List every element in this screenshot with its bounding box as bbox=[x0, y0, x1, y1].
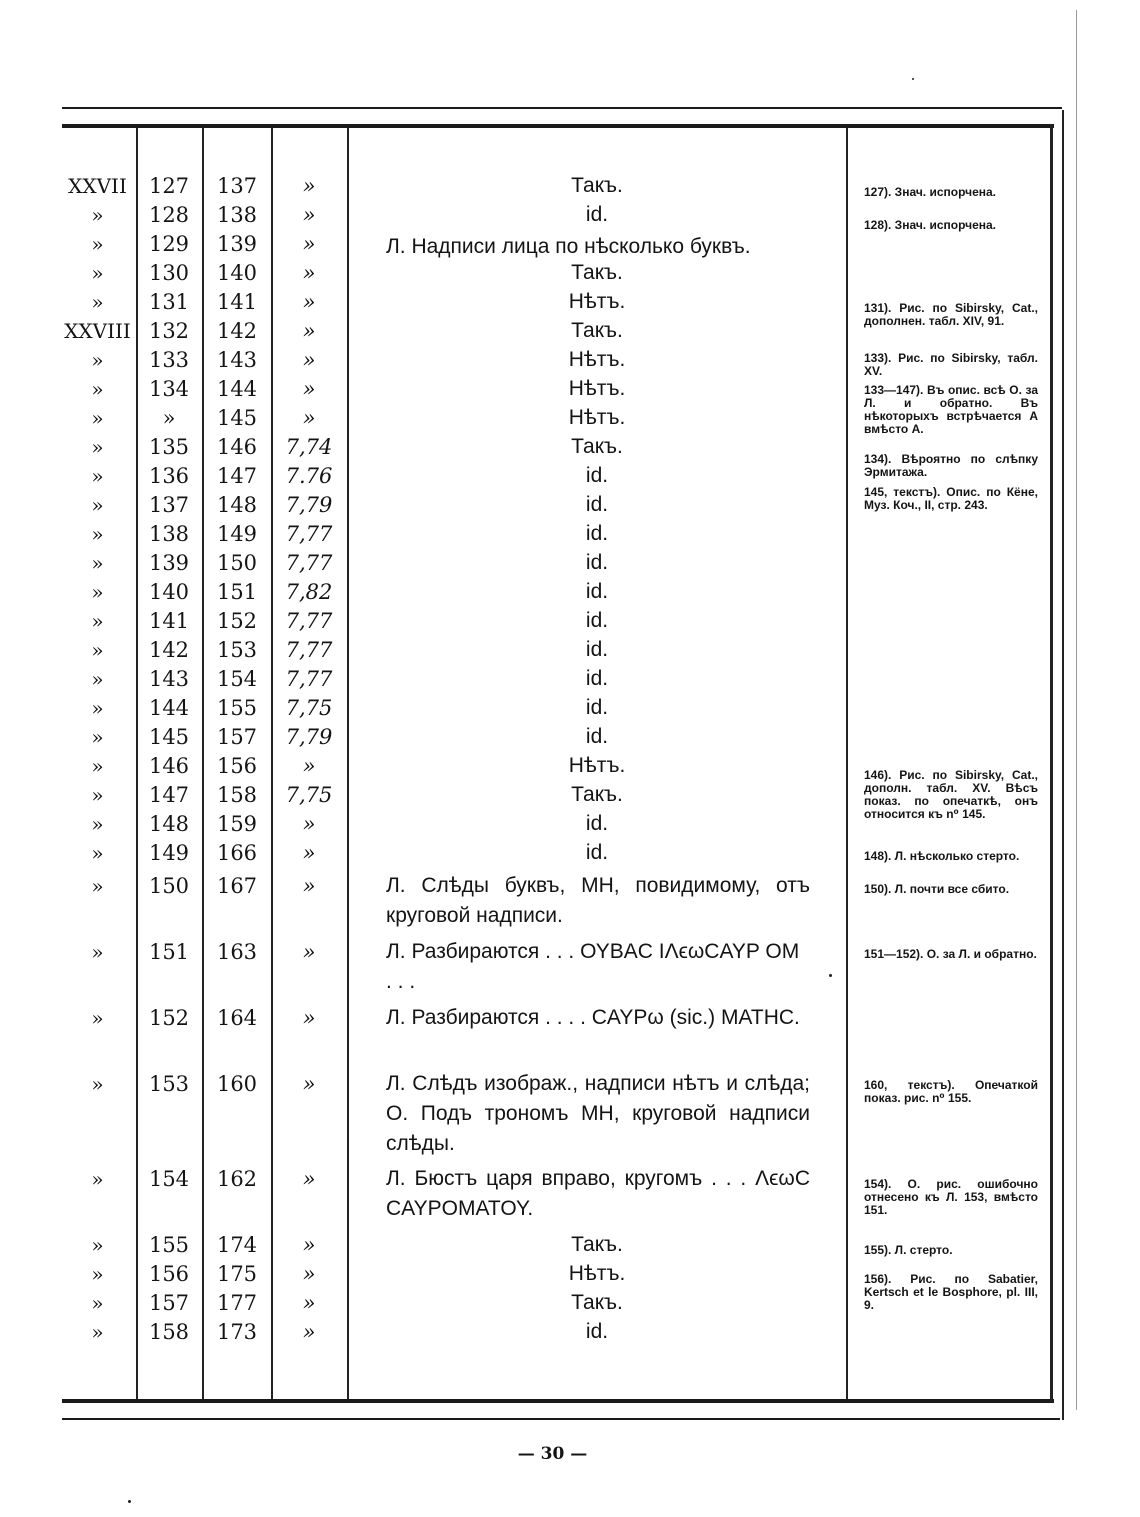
speck bbox=[829, 974, 832, 977]
description-cell: id. bbox=[585, 609, 609, 632]
note: 127). Знач. испорчена. bbox=[864, 185, 997, 199]
catalog-cell: 173 bbox=[216, 1320, 258, 1344]
description-cell: Такъ. bbox=[571, 1291, 623, 1314]
number-cell: 140 bbox=[148, 580, 190, 604]
number-cell: 142 bbox=[148, 638, 190, 662]
weight-cell: » bbox=[302, 290, 316, 314]
catalog-cell: 146 bbox=[216, 435, 258, 459]
group-cell: » bbox=[91, 261, 104, 285]
catalog-cell: 163 bbox=[216, 940, 258, 964]
number-cell: 127 bbox=[148, 174, 190, 198]
group-cell: » bbox=[91, 1291, 104, 1315]
catalog-cell: 141 bbox=[216, 290, 258, 314]
number-cell: 156 bbox=[148, 1262, 190, 1286]
description-cell: Нѣтъ. bbox=[568, 406, 626, 429]
catalog-cell: 154 bbox=[216, 667, 258, 691]
group-cell: » bbox=[91, 725, 104, 749]
note: 128). Знач. испорчена. bbox=[864, 218, 997, 232]
number-cell: 139 bbox=[148, 551, 190, 575]
weight-cell: » bbox=[302, 406, 316, 430]
number-cell: 147 bbox=[148, 783, 190, 807]
description-cell: Такъ. bbox=[571, 261, 623, 284]
catalog-cell: 139 bbox=[216, 232, 258, 256]
description-cell: Нѣтъ. bbox=[568, 290, 626, 313]
description-cell: id. bbox=[585, 551, 609, 574]
weight-cell: » bbox=[302, 348, 316, 372]
note: 154). О. рис. ошибочно отнесено къ Л. 153, вмѣсто 151. bbox=[864, 1177, 1038, 1217]
group-cell: » bbox=[91, 522, 104, 546]
weight-cell: » bbox=[302, 319, 316, 343]
number-cell: 141 bbox=[148, 609, 190, 633]
weight-cell: 7,77 bbox=[285, 638, 333, 662]
group-cell: » bbox=[91, 609, 104, 633]
note: 133). Рис. по Sibirsky, табл. XV. bbox=[864, 351, 1038, 378]
catalog-cell: 155 bbox=[216, 696, 258, 720]
group-cell: » bbox=[91, 754, 104, 778]
description-cell: id. bbox=[585, 1320, 609, 1343]
catalog-cell: 162 bbox=[216, 1167, 258, 1191]
right-frame-line bbox=[1050, 124, 1053, 1403]
description-cell: Нѣтъ. bbox=[568, 1262, 626, 1285]
description-cell: Нѣтъ. bbox=[568, 348, 626, 371]
number-cell: 128 bbox=[148, 203, 190, 227]
catalog-cell: 150 bbox=[216, 551, 258, 575]
catalog-cell: 160 bbox=[216, 1072, 258, 1096]
catalog-cell: 149 bbox=[216, 522, 258, 546]
weight-cell: » bbox=[302, 1006, 316, 1030]
weight-cell: 7,77 bbox=[285, 667, 333, 691]
note: 131). Рис. по Sibirsky, Cat., дополнен. табл. XIV, 91. bbox=[864, 301, 1038, 328]
group-cell: » bbox=[91, 1167, 104, 1191]
description-cell: Такъ. bbox=[571, 1233, 623, 1256]
number-cell: 155 bbox=[148, 1233, 190, 1257]
group-cell: » bbox=[91, 667, 104, 691]
note: 156). Рис. по Sabatier, Kertsch et le Bosphore, pl. III, 9. bbox=[864, 1272, 1038, 1312]
group-cell: » bbox=[91, 551, 104, 575]
number-cell: 152 bbox=[148, 1006, 190, 1030]
number-cell: 157 bbox=[148, 1291, 190, 1315]
weight-cell: » bbox=[302, 1233, 316, 1257]
weight-cell: 7,82 bbox=[285, 580, 333, 604]
number-cell: 145 bbox=[148, 725, 190, 749]
catalog-cell: 147 bbox=[216, 464, 258, 488]
weight-cell: » bbox=[302, 203, 316, 227]
description-cell: id. bbox=[585, 464, 609, 487]
catalog-cell: 137 bbox=[216, 174, 258, 198]
group-cell: » bbox=[91, 406, 104, 430]
number-cell: 135 bbox=[148, 435, 190, 459]
description-cell: Л. Разбираются . . . ΟΥΒΑϹ ΙΛϵωϹΑΥΡ ΟΜ . . . bbox=[386, 940, 800, 993]
weight-cell: » bbox=[302, 754, 316, 778]
catalog-cell: 166 bbox=[216, 841, 258, 865]
description-cell: id. bbox=[585, 493, 609, 516]
outer-right-line bbox=[1062, 110, 1064, 1420]
bottom-thick-rule bbox=[62, 1399, 1054, 1403]
weight-cell: » bbox=[302, 841, 316, 865]
weight-cell: » bbox=[302, 377, 316, 401]
group-cell: » bbox=[91, 874, 104, 898]
page-number: — 30 — bbox=[517, 1444, 588, 1464]
group-cell: » bbox=[91, 1006, 104, 1030]
description-cell: id. bbox=[585, 667, 609, 690]
description-cell: id. bbox=[585, 812, 609, 835]
description-cell: Такъ. bbox=[571, 319, 623, 342]
group-cell: » bbox=[91, 812, 104, 836]
page-edge-line bbox=[1076, 10, 1077, 1410]
weight-cell: » bbox=[302, 1167, 316, 1191]
weight-cell: » bbox=[302, 1291, 316, 1315]
number-cell: 153 bbox=[148, 1072, 190, 1096]
group-cell: » bbox=[91, 638, 104, 662]
description-cell: Нѣтъ. bbox=[568, 754, 626, 777]
catalog-cell: 152 bbox=[216, 609, 258, 633]
number-cell: 130 bbox=[148, 261, 190, 285]
description-cell: id. bbox=[585, 522, 609, 545]
number-cell: 148 bbox=[148, 812, 190, 836]
catalog-cell: 175 bbox=[216, 1262, 258, 1286]
group-cell: XXVIII bbox=[64, 319, 131, 343]
number-cell: 137 bbox=[148, 493, 190, 517]
description-cell: Такъ. bbox=[571, 783, 623, 806]
catalog-cell: 143 bbox=[216, 348, 258, 372]
catalog-cell: 164 bbox=[216, 1006, 258, 1030]
group-cell: » bbox=[91, 464, 104, 488]
bottom-thin-rule bbox=[62, 1418, 1060, 1420]
weight-cell: » bbox=[302, 232, 316, 256]
description-cell: Такъ. bbox=[571, 174, 623, 197]
group-cell: » bbox=[91, 493, 104, 517]
number-cell: 144 bbox=[148, 696, 190, 720]
catalog-cell: 167 bbox=[216, 874, 258, 898]
speck bbox=[912, 78, 914, 80]
description-cell: Л. Слѣды буквъ, МН, повидимому, отъ круговой надписи. bbox=[386, 874, 810, 927]
description-cell: id. bbox=[585, 696, 609, 719]
number-cell: 143 bbox=[148, 667, 190, 691]
number-cell: 136 bbox=[148, 464, 190, 488]
group-cell: » bbox=[91, 290, 104, 314]
speck bbox=[128, 1500, 131, 1503]
note: 155). Л. стерто. bbox=[864, 1243, 953, 1257]
note: 150). Л. почти все сбито. bbox=[864, 882, 1010, 896]
weight-cell: 7,75 bbox=[285, 696, 333, 720]
description-cell: Л. Разбираются . . . . ϹΑΥΡω (sic.) ΜΑΤΗϹ. bbox=[386, 1006, 800, 1029]
group-cell: » bbox=[91, 1072, 104, 1096]
description-cell: Нѣтъ. bbox=[568, 377, 626, 400]
number-cell: 132 bbox=[148, 319, 190, 343]
note: 148). Л. нѣсколько стерто. bbox=[864, 849, 1020, 863]
description-cell: id. bbox=[585, 841, 609, 864]
catalog-cell: 144 bbox=[216, 377, 258, 401]
description-cell: id. bbox=[585, 203, 609, 226]
weight-cell: 7,77 bbox=[285, 609, 333, 633]
group-cell: XXVII bbox=[68, 174, 127, 198]
weight-cell: » bbox=[302, 261, 316, 285]
group-cell: » bbox=[91, 435, 104, 459]
weight-cell: 7,79 bbox=[285, 493, 333, 517]
number-cell: 158 bbox=[148, 1320, 190, 1344]
description-cell: Л. Бюстъ царя вправо, кругомъ . . . ΛϵωϹ ϹΑΥΡΟΜΑΤΟΥ. bbox=[386, 1167, 810, 1220]
description-cell: Л. Слѣдъ изображ., надписи нѣтъ и слѣда; О. Подъ трономъ МН, круговой надписи слѣды. bbox=[386, 1072, 810, 1155]
number-cell: 129 bbox=[148, 232, 190, 256]
number-cell: 134 bbox=[148, 377, 190, 401]
note: 134). Вѣроятно по слѣпку Эрмитажа. bbox=[864, 452, 1038, 479]
group-cell: » bbox=[91, 783, 104, 807]
group-cell: » bbox=[91, 203, 104, 227]
catalog-cell: 138 bbox=[216, 203, 258, 227]
catalog-cell: 145 bbox=[216, 406, 258, 430]
top-thick-rule bbox=[62, 124, 1054, 128]
note: 160, текстъ). Опечаткой показ. рис. n⁰ 155. bbox=[864, 1078, 1038, 1105]
weight-cell: » bbox=[302, 1072, 316, 1096]
catalog-cell: 177 bbox=[216, 1291, 258, 1315]
catalog-cell: 174 bbox=[216, 1233, 258, 1257]
catalog-cell: 157 bbox=[216, 725, 258, 749]
weight-cell: » bbox=[302, 174, 316, 198]
number-cell: 133 bbox=[148, 348, 190, 372]
top-thin-rule bbox=[62, 107, 1062, 109]
weight-cell: » bbox=[302, 874, 316, 898]
number-cell: » bbox=[162, 406, 176, 430]
group-cell: » bbox=[91, 841, 104, 865]
col-divider-5 bbox=[846, 128, 848, 1399]
weight-cell: 7,77 bbox=[285, 551, 333, 575]
catalog-cell: 148 bbox=[216, 493, 258, 517]
description-cell: id. bbox=[585, 725, 609, 748]
number-cell: 131 bbox=[148, 290, 190, 314]
weight-cell: 7,77 bbox=[285, 522, 333, 546]
group-cell: » bbox=[91, 348, 104, 372]
catalog-cell: 156 bbox=[216, 754, 258, 778]
group-cell: » bbox=[91, 1262, 104, 1286]
group-cell: » bbox=[91, 940, 104, 964]
note: 146). Рис. по Sibirsky, Cat., дополн. табл. XV. Вѣсъ показ. по опечаткѣ, онъ относится къ n⁰ 145. bbox=[864, 768, 1038, 821]
note: 151—152). О. за Л. и обратно. bbox=[864, 947, 1037, 961]
col-divider-4 bbox=[347, 128, 349, 1399]
note: 133—147). Въ опис. всѣ О. за Л. и обратно. Въ нѣкоторыхъ встрѣчается А вмѣсто А. bbox=[864, 383, 1038, 436]
note: 145, текстъ). Опис. по Кёне, Муз. Коч., II, стр. 243. bbox=[864, 485, 1038, 512]
weight-cell: 7,74 bbox=[285, 435, 333, 459]
group-cell: » bbox=[91, 1320, 104, 1344]
number-cell: 150 bbox=[148, 874, 190, 898]
number-cell: 149 bbox=[148, 841, 190, 865]
weight-cell: » bbox=[302, 812, 316, 836]
description-cell: Такъ. bbox=[571, 435, 623, 458]
group-cell: » bbox=[91, 377, 104, 401]
weight-cell: » bbox=[302, 940, 316, 964]
number-cell: 138 bbox=[148, 522, 190, 546]
weight-cell: » bbox=[302, 1262, 316, 1286]
weight-cell: 7.76 bbox=[285, 464, 333, 488]
catalog-cell: 151 bbox=[216, 580, 258, 604]
catalog-cell: 153 bbox=[216, 638, 258, 662]
group-cell: » bbox=[91, 232, 104, 256]
group-cell: » bbox=[91, 580, 104, 604]
description-cell: Л. Надписи лица по нѣсколько буквъ. bbox=[386, 235, 751, 258]
group-cell: » bbox=[91, 1233, 104, 1257]
weight-cell: » bbox=[302, 1320, 316, 1344]
description-cell: id. bbox=[585, 638, 609, 661]
number-cell: 154 bbox=[148, 1167, 190, 1191]
number-cell: 146 bbox=[148, 754, 190, 778]
catalog-cell: 158 bbox=[216, 783, 258, 807]
catalog-cell: 140 bbox=[216, 261, 258, 285]
catalog-cell: 142 bbox=[216, 319, 258, 343]
description-cell: id. bbox=[585, 580, 609, 603]
group-cell: » bbox=[91, 696, 104, 720]
weight-cell: 7,75 bbox=[285, 783, 333, 807]
number-cell: 151 bbox=[148, 940, 190, 964]
weight-cell: 7,79 bbox=[285, 725, 333, 749]
catalog-cell: 159 bbox=[216, 812, 258, 836]
